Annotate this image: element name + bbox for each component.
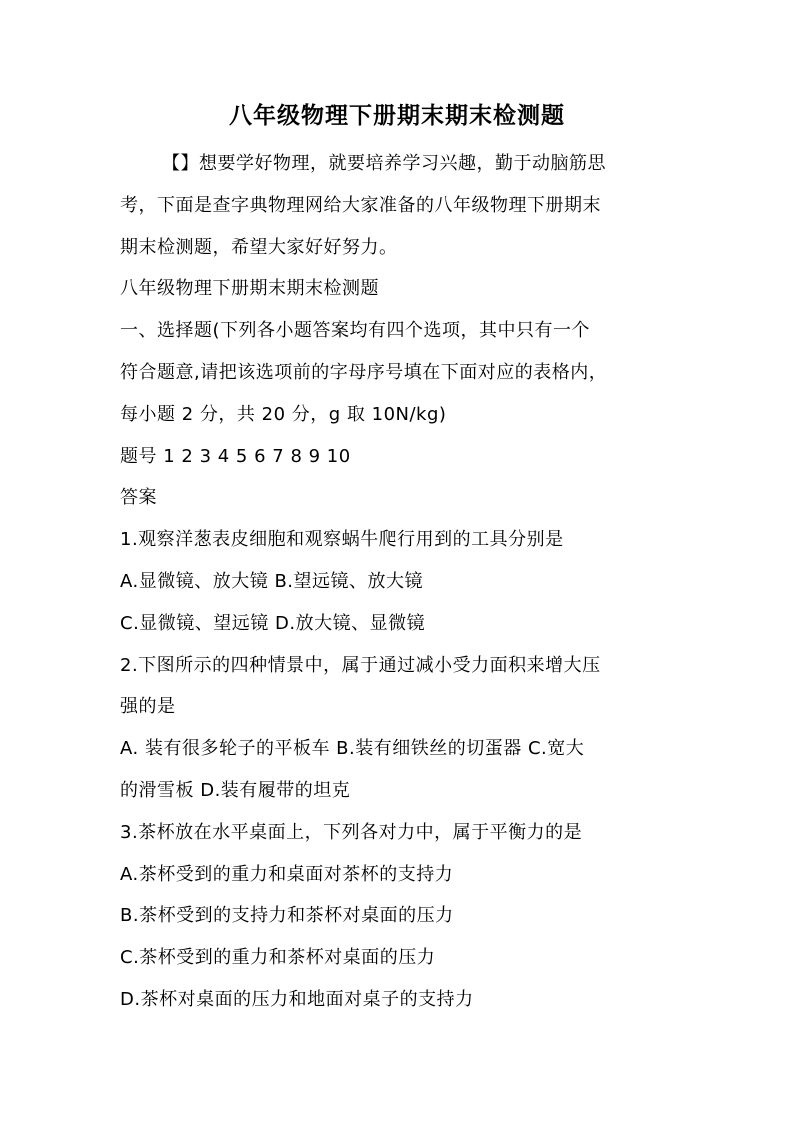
question-2-options-line-2: 的滑雪板 D.装有履带的坦克 bbox=[120, 779, 351, 801]
question-3-option-c: C.茶杯受到的重力和茶杯对桌面的压力 bbox=[120, 947, 436, 969]
answer-table-row: 答案 bbox=[120, 487, 157, 509]
question-1: 1.观察洋葱表皮细胞和观察蜗牛爬行用到的工具分别是 bbox=[120, 529, 564, 551]
intro-line-3: 期末检测题，希望大家好好努力。 bbox=[120, 236, 398, 258]
intro-line-1: 【】想要学好物理，就要培养学习兴趣，勤于动脑筋思 bbox=[162, 153, 606, 174]
question-2-line-2: 强的是 bbox=[120, 696, 176, 718]
question-3-option-a: A.茶杯受到的重力和桌面对茶杯的支持力 bbox=[120, 863, 454, 885]
question-1-options-ab: A.显微镜、放大镜 B.望远镜、放大镜 bbox=[120, 570, 424, 592]
question-1-options-cd: C.显微镜、望远镜 D.放大镜、显微镜 bbox=[120, 612, 426, 634]
question-2-options-line-1: A. 装有很多轮子的平板车 B.装有细铁丝的切蛋器 C.宽大 bbox=[120, 738, 585, 760]
answer-table-header: 题号 1 2 3 4 5 6 7 8 9 10 bbox=[120, 445, 351, 467]
question-3-option-b: B.茶杯受到的支持力和茶杯对桌面的压力 bbox=[120, 905, 454, 927]
section-heading: 八年级物理下册期末期末检测题 bbox=[120, 278, 379, 300]
question-3: 3.茶杯放在水平桌面上，下列各对力中，属于平衡力的是 bbox=[120, 821, 583, 843]
document-body bbox=[120, 143, 680, 1021]
instructions-line-2: 符合题意,请把该选项前的字母序号填在下面对应的表格内， bbox=[120, 361, 608, 383]
intro-line-2: 考，下面是查字典物理网给大家准备的八年级物理下册期末 bbox=[120, 194, 601, 216]
document-title: 八年级物理下册期末期末检测题 bbox=[229, 102, 565, 129]
question-3-option-d: D.茶杯对桌面的压力和地面对桌子的支持力 bbox=[120, 988, 474, 1010]
question-2-line-1: 2.下图所示的四种情景中，属于通过减小受力面积来增大压 bbox=[120, 654, 601, 676]
instructions-line-1: 一、选择题(下列各小题答案均有四个选项，其中只有一个 bbox=[120, 320, 591, 342]
instructions-line-3: 每小题 2 分，共 20 分，g 取 10N/kg) bbox=[120, 403, 447, 425]
